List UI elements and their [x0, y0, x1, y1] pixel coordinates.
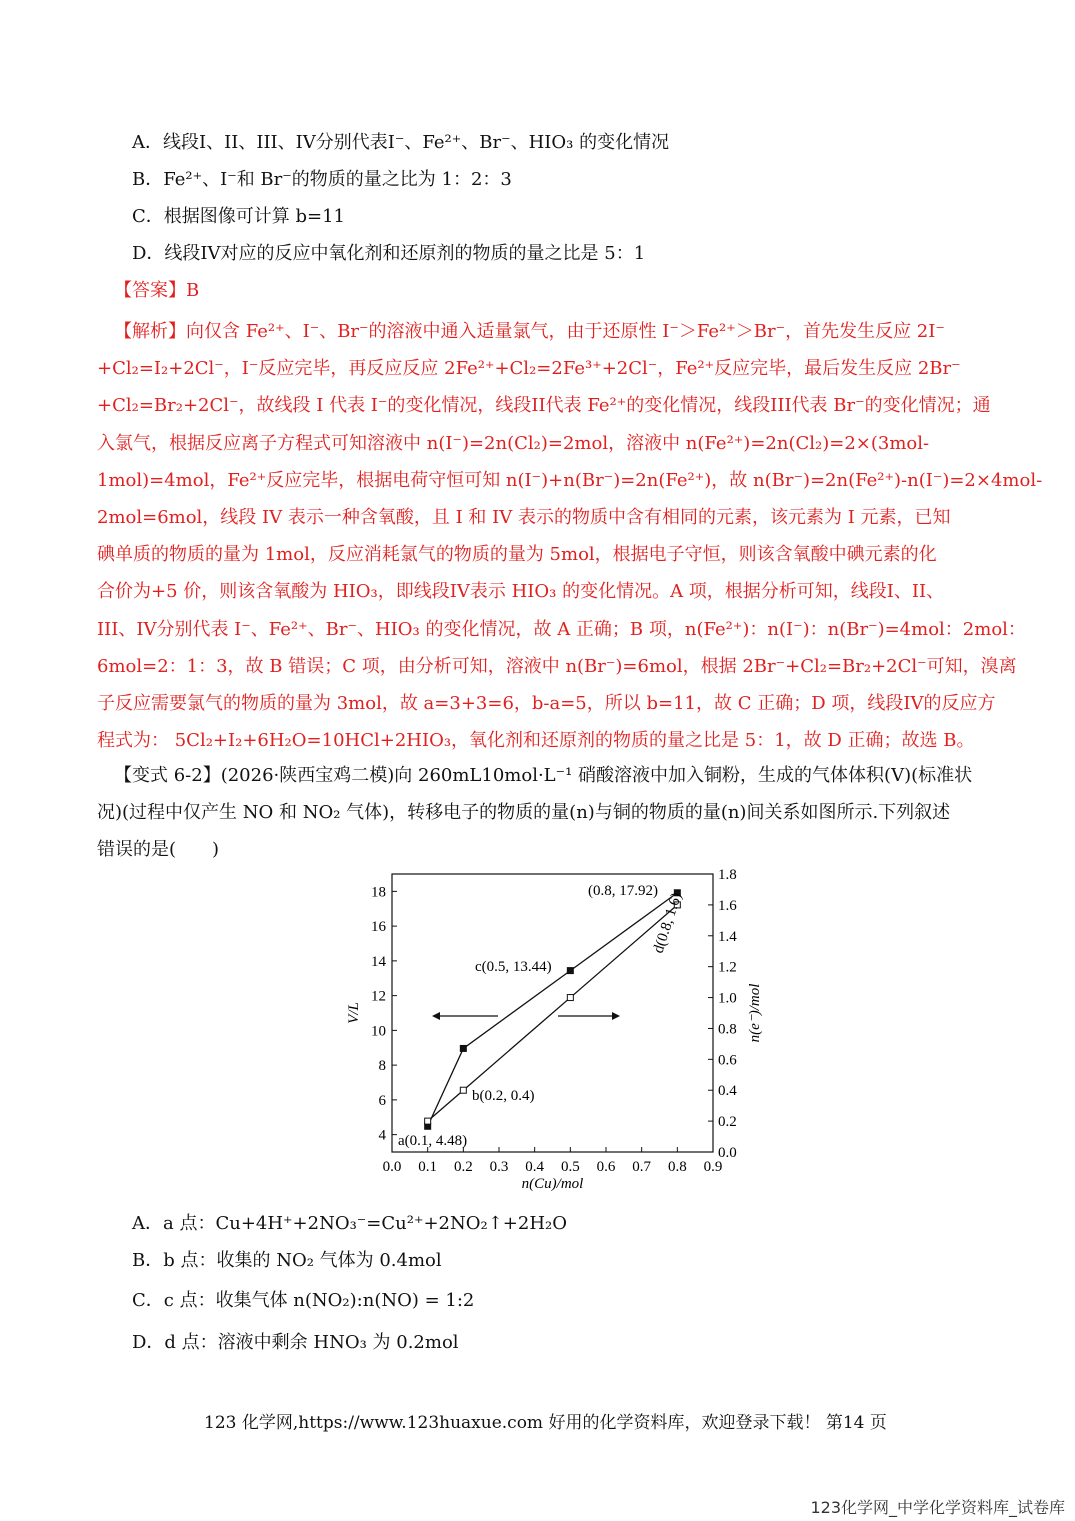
data-point	[460, 1045, 466, 1051]
y-left-tick-label: 18	[371, 884, 386, 901]
x-tick-label: 0.0	[382, 1159, 402, 1175]
x-tick-label: 0.4	[525, 1159, 545, 1175]
y-right-tick-label: 1.0	[718, 990, 737, 1007]
question-2	[97, 757, 977, 868]
data-point	[567, 995, 573, 1001]
answer-text: 【答案】B	[114, 280, 200, 301]
y-left-tick-label: 8	[378, 1058, 386, 1075]
data-point	[567, 968, 573, 974]
analysis-line: 程式为： 5Cl₂+I₂+6H₂O=10HCl+2HIO₃，氧化剂和还原剂的物质的量之比是 5：1，故 D 正确；故选 B。	[97, 730, 975, 752]
y-left-tick-label: 16	[371, 919, 386, 936]
y-right-tick-label: 0.4	[718, 1083, 737, 1100]
analysis-line: 1mol)=4mol，Fe²⁺反应完毕，根据电荷守恒可知 n(I⁻)+n(Br⁻)=2n(Fe²⁺)，故 n(Br⁻)=2n(Fe²⁺)-n(I⁻)=2×4mol-	[97, 469, 1043, 491]
cu-nitric-acid-chart	[340, 862, 763, 1202]
y-right-tick-label: 0.8	[718, 1021, 737, 1038]
data-point	[460, 1087, 466, 1093]
arrow-left-head	[432, 1012, 440, 1020]
option-q2-d: D．d 点：溶液中剩余 HNO₃ 为 0.2mol	[132, 1332, 459, 1353]
y-left-tick-label: 4	[378, 1127, 386, 1144]
analysis-line: 【解析】向仅含 Fe²⁺、I⁻、Br⁻的溶液中通入适量氯气，由于还原性 I⁻＞Fe²⁺＞Br⁻，首先发生反应 2I⁻	[114, 321, 945, 342]
x-tick-label: 0.6	[596, 1159, 616, 1175]
x-axis-label: n(Cu)/mol	[521, 1176, 584, 1192]
annotation-top: (0.8, 17.92)	[588, 883, 658, 899]
data-point	[425, 1118, 431, 1124]
y-left-tick-label: 6	[378, 1092, 386, 1109]
option-q2-c: C．c 点：收集气体 n(NO₂):n(NO) = 1:2	[132, 1290, 475, 1311]
y-left-axis-label: V/L	[346, 1002, 362, 1024]
arrow-right-head	[612, 1012, 620, 1020]
y-right-tick-label: 1.4	[718, 928, 737, 945]
question-2-line: 错误的是( )	[97, 839, 220, 860]
option-q1-d: D．线段IV对应的反应中氧化剂和还原剂的物质的量之比是 5：1	[132, 243, 646, 264]
y-right-tick-label: 1.8	[718, 867, 737, 883]
analysis-line: 碘单质的物质的量为 1mol，反应消耗氯气的物质的量为 5mol，根据电子守恒，则该含氧酸中碘元素的化	[97, 544, 937, 566]
y-right-tick-label: 0.6	[718, 1052, 737, 1069]
x-tick-label: 0.7	[632, 1159, 652, 1175]
page-footer: 123 化学网,https://www.123huaxue.com 好用的化学资料库，欢迎登录下载！ 第14 页	[204, 1413, 887, 1433]
annotation-a: a(0.1, 4.48)	[398, 1133, 468, 1149]
x-tick-label: 0.5	[560, 1159, 580, 1175]
analysis-line: III、IV分别代表 I⁻、Fe²⁺、Br⁻、HIO₃ 的变化情况，故 A 正确；B 项，n(Fe²⁺)：n(I⁻)：n(Br⁻)=4mol：2mol：	[97, 618, 1026, 640]
option-q1-b: B．Fe²⁺、I⁻和 Br⁻的物质的量之比为 1：2：3	[132, 169, 512, 190]
analysis-line: 入氯气，根据反应离子方程式可知溶液中 n(I⁻)=2n(Cl₂)=2mol，溶液中 n(Fe²⁺)=2n(Cl₂)=2×(3mol-	[97, 432, 930, 454]
y-right-tick-label: 0.2	[718, 1114, 737, 1131]
x-tick-label: 0.8	[667, 1159, 687, 1175]
analysis-line: +Cl₂=I₂+2Cl⁻，I⁻反应完毕，再反应反应 2Fe²⁺+Cl₂=2Fe³⁺+2Cl⁻，Fe²⁺反应完毕，最后发生反应 2Br⁻	[97, 358, 961, 380]
analysis-line: 6mol=2：1：3，故 B 错误；C 项，由分析可知，溶液中 n(Br⁻)=6mol，根据 2Br⁻+Cl₂=Br₂+2Cl⁻可知，溴离	[97, 655, 1017, 677]
question-2-line: 况)(过程中仅产生 NO 和 NO₂ 气体)，转移电子的物质的量(n)与铜的物质的量(n)间关系如图所示.下列叙述	[97, 802, 951, 823]
y-right-axis-label: n(e⁻)/mol	[747, 983, 763, 1043]
annotation-d: d(0.8, 1.6)	[650, 890, 686, 956]
option-q1-c: C．根据图像可计算 b=11	[132, 206, 346, 227]
y-right-tick-label: 0.0	[718, 1145, 737, 1161]
option-q2-b: B．b 点：收集的 NO₂ 气体为 0.4mol	[132, 1250, 442, 1271]
watermark: 123化学网_中学化学资料库_试卷库	[810, 1498, 1065, 1517]
option-q1-a: A．线段I、II、III、IV分别代表I⁻、Fe²⁺、Br⁻、HIO₃ 的变化情况	[132, 132, 670, 153]
y-left-tick-label: 10	[371, 1023, 386, 1040]
x-tick-label: 0.9	[703, 1159, 723, 1175]
x-tick-label: 0.1	[418, 1159, 438, 1175]
option-q2-a: A．a 点：Cu+4H⁺+2NO₃⁻=Cu²⁺+2NO₂↑+2H₂O	[132, 1213, 568, 1234]
analysis-block	[97, 313, 1043, 759]
question-2-line: 【变式 6-2】(2026·陕西宝鸡二模)向 260mL10mol·L⁻¹ 硝酸溶液中加入铜粉，生成的气体体积(V)(标准状	[114, 765, 973, 786]
y-right-tick-label: 1.2	[718, 959, 737, 976]
y-left-tick-label: 14	[371, 953, 386, 970]
y-left-tick-label: 12	[371, 988, 386, 1005]
y-right-tick-label: 1.6	[718, 897, 737, 914]
x-tick-label: 0.2	[453, 1159, 473, 1175]
annotation-c: c(0.5, 13.44)	[475, 959, 552, 975]
analysis-line: 合价为+5 价，则该含氧酸为 HIO₃，即线段IV表示 HIO₃ 的变化情况。A 项，根据分析可知，线段I、II、	[97, 581, 945, 603]
annotation-b: b(0.2, 0.4)	[472, 1088, 535, 1104]
x-tick-label: 0.3	[489, 1159, 509, 1175]
analysis-line: 子反应需要氯气的物质的量为 3mol，故 a=3+3=6，b-a=5，所以 b=11，故 C 正确；D 项，线段IV的反应方	[97, 693, 996, 715]
analysis-line: +Cl₂=Br₂+2Cl⁻，故线段 I 代表 I⁻的变化情况，线段II代表 Fe²⁺的变化情况，线段III代表 Br⁻的变化情况；通	[97, 395, 991, 417]
analysis-line: 2mol=6mol，线段 IV 表示一种含氧酸，且 I 和 IV 表示的物质中含有相同的元素，该元素为 I 元素，已知	[97, 507, 951, 529]
